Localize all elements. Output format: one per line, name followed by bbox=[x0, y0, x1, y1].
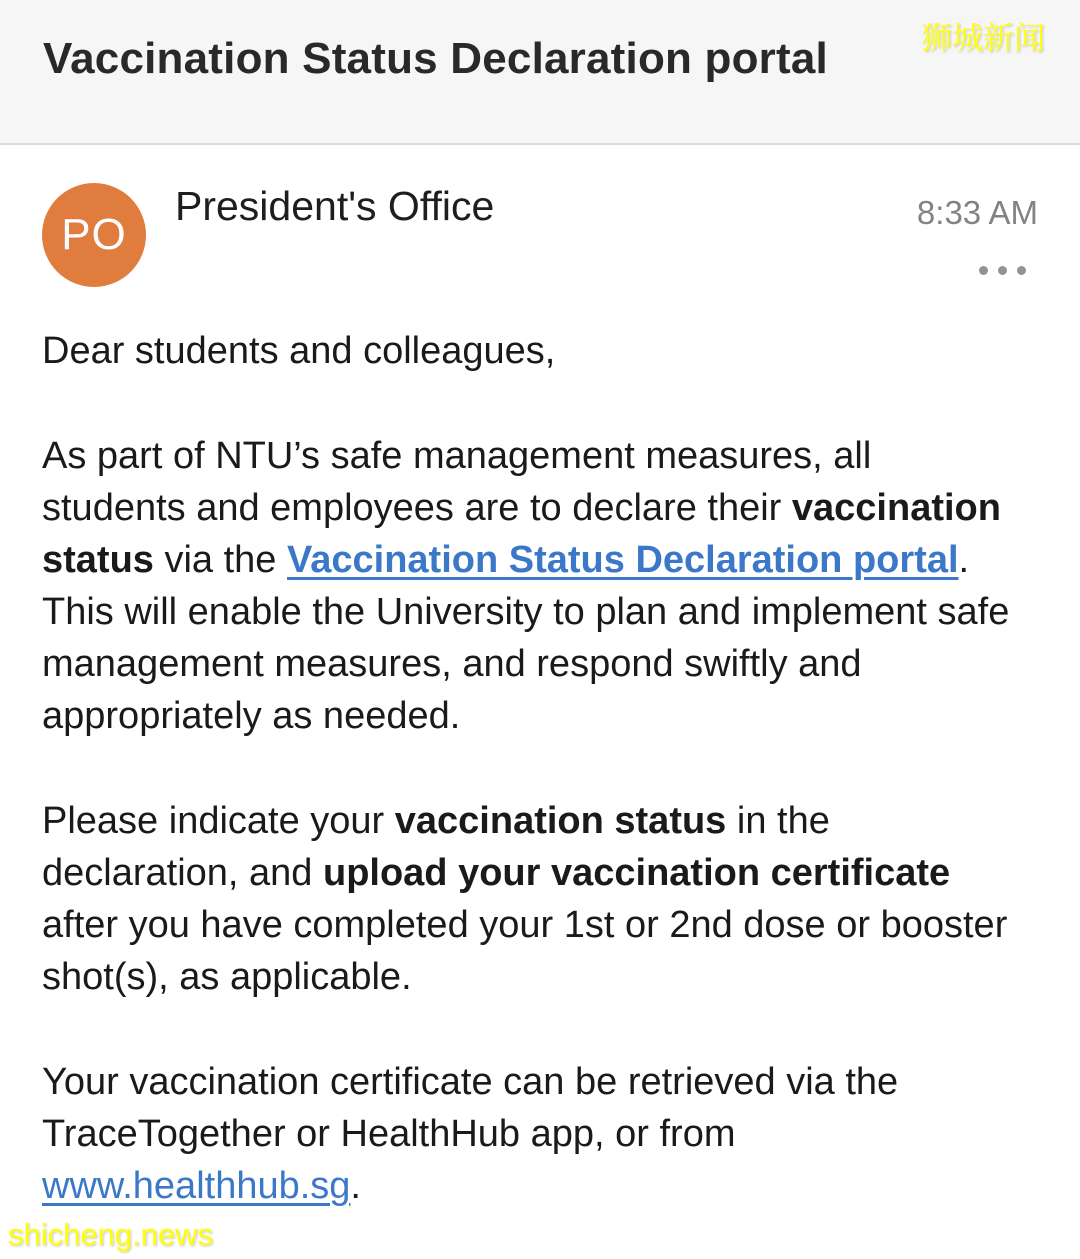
text-segment: declaration, and bbox=[42, 852, 323, 894]
text-segment: status bbox=[42, 539, 154, 581]
vaccination-portal-link[interactable]: Vaccination Status Declaration portal bbox=[287, 539, 959, 581]
text-segment: after you have completed your 1st or 2nd dose or booster bbox=[42, 904, 1008, 946]
avatar-initials: PO bbox=[61, 210, 127, 259]
more-actions-button[interactable] bbox=[975, 262, 1030, 279]
subject-title: Vaccination Status Declaration portal bbox=[43, 34, 828, 83]
text-segment: via the bbox=[153, 539, 287, 581]
text-segment: TraceTogether or HealthHub app, or from bbox=[42, 1113, 736, 1155]
email-body bbox=[42, 325, 1038, 1259]
text-segment: upload your vaccination certificate bbox=[322, 852, 951, 894]
email-paragraph bbox=[42, 795, 1038, 1003]
text-segment: students and employees are to declare their bbox=[42, 487, 792, 529]
text-segment: This will enable the University to plan and implement safe bbox=[42, 591, 1010, 633]
ellipsis-icon bbox=[979, 266, 988, 275]
text-segment: . bbox=[958, 539, 970, 581]
text-segment: As part of NTU’s safe management measures, all bbox=[42, 435, 872, 477]
text-segment: Your vaccination certificate can be retrieved via the bbox=[42, 1061, 899, 1103]
watermark-bottom-left: shicheng.news bbox=[8, 1217, 214, 1252]
message-time: 8:33 AM bbox=[916, 194, 1038, 231]
ellipsis-icon bbox=[1017, 266, 1026, 275]
text-segment: appropriately as needed. bbox=[42, 695, 461, 737]
watermark-top-right: 狮城新闻 bbox=[921, 21, 1045, 56]
ellipsis-icon bbox=[998, 266, 1007, 275]
text-segment: Please indicate your bbox=[42, 800, 395, 842]
text-segment: in the bbox=[726, 800, 830, 842]
text-segment: vaccination status bbox=[394, 800, 727, 842]
email-paragraph bbox=[42, 325, 1038, 377]
email-paragraph bbox=[42, 1056, 1038, 1212]
email-paragraph bbox=[42, 430, 1038, 742]
subject-bar bbox=[0, 0, 1080, 145]
healthhub-link[interactable]: www.healthhub.sg bbox=[42, 1165, 351, 1207]
sender-avatar[interactable] bbox=[42, 183, 146, 287]
text-segment: management measures, and respond swiftly and bbox=[42, 643, 862, 685]
text-segment: Dear students and colleagues, bbox=[42, 330, 556, 372]
text-segment: vaccination bbox=[791, 487, 1001, 529]
text-segment: shot(s), as applicable. bbox=[42, 956, 412, 998]
text-segment: . bbox=[350, 1165, 361, 1207]
sender-name[interactable]: President's Office bbox=[175, 183, 495, 229]
